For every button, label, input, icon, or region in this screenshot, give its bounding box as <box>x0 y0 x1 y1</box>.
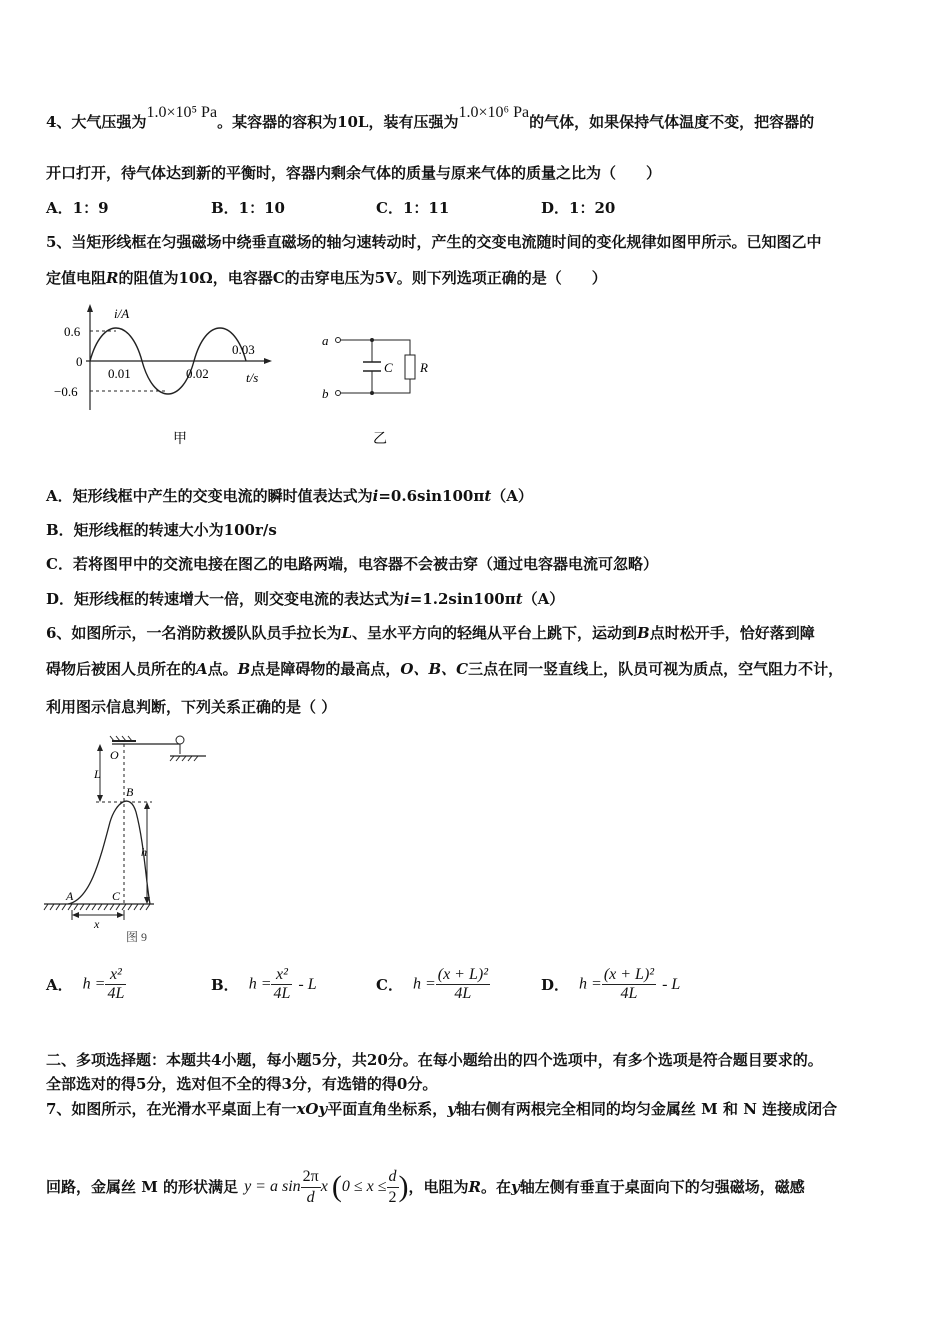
q5-option-c: C．若将图甲中的交流电接在图乙的电路两端，电容器不会被击穿（通过电容器电流可忽略） <box>46 555 658 573</box>
figure-9-rescue <box>40 732 240 947</box>
q5-option-b: B．矩形线框的转速大小为100r/s <box>46 521 277 539</box>
q5-option-d: D．矩形线框的转速增大一倍，则交变电流的表达式为i=1.2sin100πt（A） <box>46 590 565 608</box>
q5-option-a: A．矩形线框中产生的交变电流的瞬时值表达式为i=0.6sin100πt（A） <box>46 487 533 505</box>
q6-line3: 利用图示信息判断，下列关系正确的是（ ） <box>46 698 337 716</box>
junction-top <box>370 338 374 342</box>
x-axis-label: t/s <box>246 370 259 385</box>
label-c: C <box>112 889 121 903</box>
section2-line2: 全部选对的得5分，选对但不全的得3分，有选错的得0分。 <box>46 1075 438 1093</box>
q6-line2: 碍物后被困人员所在的A点。B点是障碍物的最高点，O、B、C三点在同一竖直线上，队员可视为质点，空气阻力不计， <box>46 660 844 678</box>
pressure-gas: 1.0×10⁶ Pa <box>458 104 530 121</box>
terminal-b-label: b <box>322 386 329 401</box>
bottom-wire <box>341 379 411 393</box>
terminal-b <box>336 391 341 396</box>
q7-line2: 回路，金属丝 M 的形状满足 y = a sin $\frac{2\pi}{d}$ x (0 ≤ x ≤ $\frac{d}{2}$ )，电阻为R。在y轴左侧有垂直于桌面向下的匀强磁场，磁感 <box>46 1167 805 1206</box>
resistor-label: R <box>420 360 428 375</box>
capacitor-label: C <box>384 360 393 375</box>
label-o: O <box>110 748 119 762</box>
q5-line1: 5、当矩形线框在匀强磁场中绕垂直磁场的轴匀速转动时，产生的交变电流随时间的变化规律如图甲所示。已知图乙中 <box>46 233 822 251</box>
x-tick-0-01: 0.01 <box>108 366 131 381</box>
ground-hatch <box>44 904 150 910</box>
x-tick-0-02: 0.02 <box>186 366 209 381</box>
label-b: B <box>126 785 134 799</box>
resistor <box>405 355 415 379</box>
y-tick-0-6: 0.6 <box>64 324 81 339</box>
label-a: A <box>66 889 74 903</box>
figure-jia-caption: 甲 <box>173 432 187 447</box>
q4-option-d: D．1：20 <box>541 199 616 217</box>
top-wire <box>341 340 411 355</box>
pressure-atm: 1.0×10⁵ Pa <box>146 104 218 121</box>
terminal-a <box>336 338 341 343</box>
section2-line1: 二、多项选择题：本题共4小题，每小题5分，共20分。在每小题给出的四个选项中，有多个选项是符合题目要求的。 <box>46 1051 823 1069</box>
q4-option-a: A．1：9 <box>46 199 109 217</box>
label-h: h <box>141 845 147 859</box>
q6-line1: 6、如图所示，一名消防救援队队员手拉长为L、呈水平方向的轻绳从平台上跳下，运动到B点时松开手，恰好落到障 <box>46 624 815 642</box>
y-axis-label: i/A <box>114 306 130 321</box>
junction-bottom <box>370 391 374 395</box>
figure-9-caption: 图 9 <box>126 930 148 944</box>
x-axis-arrow <box>264 358 272 364</box>
label-l: L <box>94 767 101 781</box>
y-axis-arrow <box>87 304 93 312</box>
q4-line1: 4、大气压强为1.0×10⁵ Pa。某容器的容积为10L，装有压强为1.0×10⁶ Pa的气体，如果保持气体温度不变，把容器的 <box>46 104 815 131</box>
q6-option-b: B． h = $\frac{\text{x²}}{4L}$ - L <box>211 966 317 1002</box>
y-tick-0: 0 <box>76 354 83 369</box>
q4-option-c: C．1：11 <box>376 199 450 217</box>
q6-option-c: C． h = $\frac{\text{(x + L)²}}{4L}$ <box>376 966 488 1002</box>
x-tick-0-03: 0.03 <box>232 342 255 357</box>
obstacle-outline <box>68 801 150 904</box>
terminal-a-label: a <box>322 333 329 348</box>
q6-option-a: A． h = $\frac{\text{x²}}{4L}$ <box>46 966 125 1002</box>
q6-option-d: D． h = $\frac{\text{(x + L)²}}{4L}$ - L <box>541 966 681 1002</box>
rope-anchor <box>176 736 184 744</box>
figure-jia-current-graph <box>46 300 286 450</box>
label-x: x <box>94 917 100 931</box>
y-tick-neg-0-6: −0.6 <box>54 384 78 399</box>
q4-line2: 开口打开，待气体达到新的平衡时，容器内剩余气体的质量与原来气体的质量之比为（ ） <box>46 164 662 182</box>
q4-option-b: B．1：10 <box>211 199 285 217</box>
figure-yi-caption: 乙 <box>373 432 387 447</box>
q5-line2: 定值电阻R的阻值为10Ω，电容器C的击穿电压为5V。则下列选项正确的是（ ） <box>46 269 607 287</box>
q7-line1: 7、如图所示，在光滑水平桌面上有一xOy平面直角坐标系，y轴右侧有两根完全相同的均匀金属丝 M 和 N 连接成闭合 <box>46 1100 838 1118</box>
figure-yi-circuit <box>318 325 448 450</box>
